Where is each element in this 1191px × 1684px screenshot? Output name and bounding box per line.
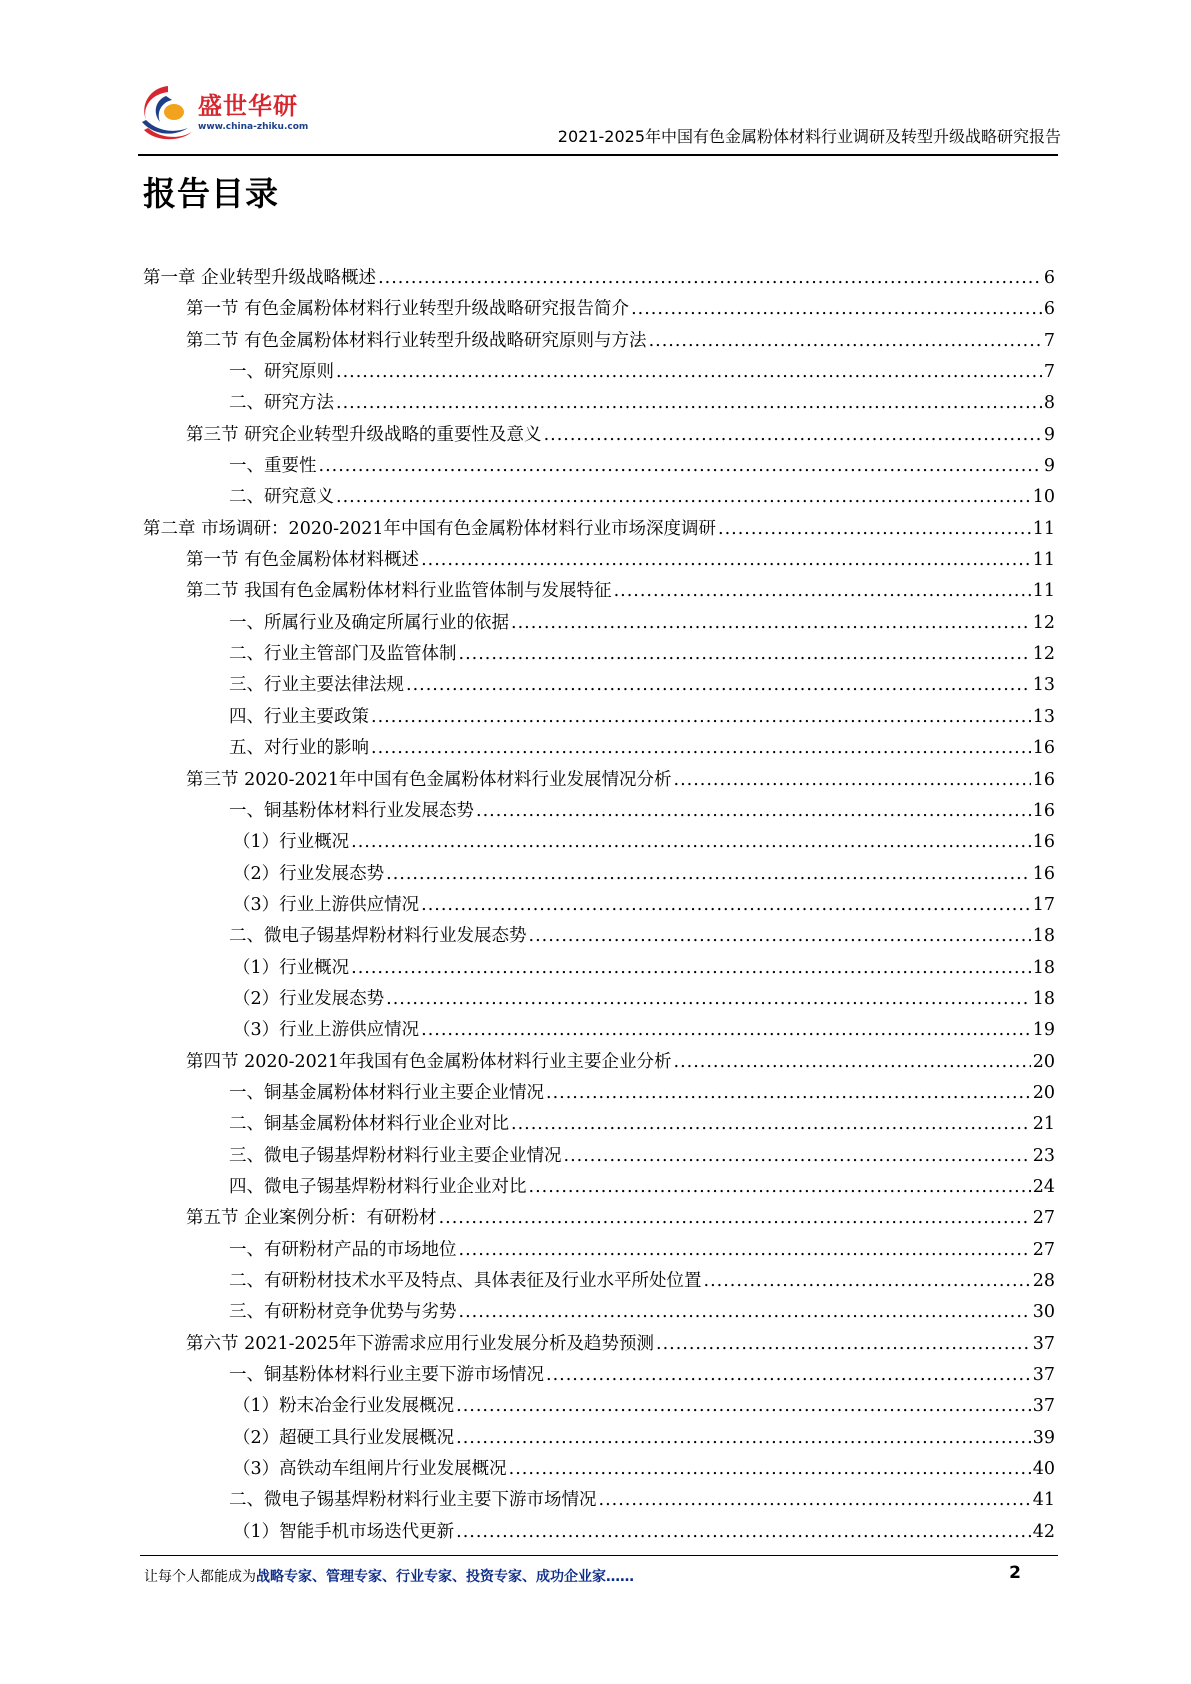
toc-entry-page: 11 [1032,518,1055,539]
toc-leader-dots [674,765,1031,796]
toc-entry-page: 8 [1043,393,1055,414]
toc-entry-label: （1）行业概况 [233,957,350,978]
toc-entry[interactable] [143,482,1055,513]
toc-entry-page: 7 [1043,330,1055,351]
toc-entry-label: （2）行业发展态势 [233,988,385,1009]
toc-leader-dots [459,639,1031,670]
toc-entry-page: 11 [1032,581,1055,602]
toc-entry[interactable] [143,1172,1055,1203]
toc-entry-page: 16 [1032,738,1055,759]
toc-entry-page: 17 [1032,894,1055,915]
toc-entry[interactable] [143,639,1055,670]
toc-entry-page: 41 [1032,1490,1055,1511]
toc-leader-dots [546,1360,1031,1391]
toc-entry-page: 18 [1032,957,1055,978]
toc-entry-label: 三、行业主要法律法规 [229,675,404,696]
toc-entry-label: 二、研究意义 [229,487,334,508]
toc-entry-label: 四、行业主要政策 [229,706,369,727]
toc-entry-label: （3）行业上游供应情况 [233,894,420,915]
toc-entry[interactable] [143,1297,1055,1328]
logo-text: 盛世华研 [198,92,298,120]
toc-entry-label: 一、重要性 [229,456,317,477]
toc-leader-dots [386,984,1031,1015]
toc-entry-page: 28 [1032,1271,1055,1291]
toc-entry-label: 二、行业主管部门及监管体制 [229,644,457,665]
toc-entry-page: 37 [1032,1365,1055,1386]
toc-entry-page: 9 [1043,456,1055,477]
toc-leader-dots [336,388,1042,419]
toc-entry-page: 27 [1032,1208,1055,1229]
toc-entry[interactable] [143,1329,1055,1360]
toc-entry[interactable] [143,733,1055,764]
toc-entry[interactable] [143,1360,1055,1391]
toc-entry-label: 一、有研粉材产品的市场地位 [229,1239,457,1260]
toc-leader-dots [476,796,1031,827]
toc-leader-dots [439,1203,1031,1234]
toc-entry-page: 10 [1032,487,1055,508]
toc-entry-page: 16 [1032,832,1055,853]
toc-entry[interactable] [143,357,1055,388]
toc-leader-dots [649,326,1042,357]
toc-leader-dots [599,1485,1031,1516]
toc-entry-label: 一、铜基粉体材料行业发展态势 [229,800,474,821]
toc-entry-label: 第一节 有色金属粉体材料概述 [186,550,420,571]
toc-leader-dots [421,545,1031,576]
toc-entry[interactable] [143,1391,1055,1422]
toc-entry-label: 五、对行业的影响 [229,738,369,759]
toc-entry-page: 16 [1032,863,1055,884]
toc-entry-label: 一、铜基金属粉体材料行业主要企业情况 [229,1082,544,1103]
header-divider [138,154,1058,156]
toc-leader-dots [456,1391,1031,1422]
toc-entry[interactable] [143,953,1055,984]
toc-entry[interactable] [143,921,1055,952]
footer-slogan-highlight: 战略专家、管理专家、行业专家、投资专家、成功企业家…… [256,1569,634,1585]
logo-emblem-icon [138,82,196,140]
toc-leader-dots [371,702,1031,733]
toc-entry[interactable] [143,1235,1055,1266]
toc-entry-label: 第三节 研究企业转型升级战略的重要性及意义 [186,424,542,445]
toc-leader-dots [456,1423,1031,1454]
toc-entry[interactable] [143,545,1055,576]
toc-leader-dots [704,1266,1031,1297]
toc-entry[interactable] [143,827,1055,858]
toc-entry-label: 第五节 企业案例分析：有研粉材 [186,1208,437,1229]
toc-leader-dots [544,420,1042,451]
toc-entry[interactable] [143,514,1055,545]
toc-entry[interactable] [143,1203,1055,1234]
toc-leader-dots [336,357,1042,388]
toc-entry[interactable] [143,1015,1055,1046]
toc-entry-page: 27 [1032,1239,1055,1260]
toc-entry-page: 39 [1032,1427,1055,1448]
toc-entry[interactable] [143,1266,1055,1297]
toc-entry-label: 第二章 市场调研：2020-2021年中国有色金属粉体材料行业市场深度调研 [143,518,717,539]
toc-leader-dots [351,827,1031,858]
toc-entry-label: 一、研究原则 [229,362,334,383]
toc-entry-label: （1）粉末冶金行业发展概况 [233,1396,455,1417]
toc-entry-label: 四、微电子锡基焊粉材料行业企业对比 [229,1176,527,1197]
toc-entry-page: 7 [1043,362,1055,383]
toc-entry[interactable] [143,451,1055,482]
toc-entry-label: （2）超硬工具行业发展概况 [233,1427,455,1448]
toc-entry-page: 6 [1043,268,1055,288]
toc-entry-label: 三、微电子锡基焊粉材料行业主要企业情况 [229,1145,562,1166]
toc-entry-page: 16 [1032,800,1055,821]
footer-divider [140,1555,1058,1556]
toc-leader-dots [509,1454,1031,1485]
toc-leader-dots [529,1172,1031,1203]
report-title: 2021-2025年中国有色金属粉体材料行业调研及转型升级战略研究报告 [557,127,1061,146]
toc-leader-dots [529,921,1031,952]
toc-entry[interactable] [143,1078,1055,1109]
toc-leader-dots [351,953,1031,984]
toc-entry-page: 42 [1032,1521,1055,1542]
toc-leader-dots [656,1329,1031,1360]
toc-entry-page: 40 [1032,1459,1055,1480]
toc-entry-label: （3）高铁动车组闸片行业发展概况 [233,1459,507,1480]
toc-entry-page: 21 [1032,1114,1055,1135]
toc-entry[interactable] [143,1141,1055,1172]
toc-entry[interactable] [143,796,1055,827]
toc-entry-label: （3）行业上游供应情况 [233,1020,420,1041]
toc-entry-label: 二、有研粉材技术水平及特点、具体表征及行业水平所处位置 [229,1271,702,1291]
toc-leader-dots [456,1517,1031,1548]
toc-entry[interactable] [143,702,1055,733]
toc-entry-label: 第四节 2020-2021年我国有色金属粉体材料行业主要企业分析 [186,1051,672,1072]
toc-entry-page: 30 [1032,1302,1055,1323]
toc-entry[interactable] [143,890,1055,921]
toc-leader-dots [459,1297,1031,1328]
toc-entry-label: 第一节 有色金属粉体材料行业转型升级战略研究报告简介 [186,299,630,320]
toc-entry-page: 19 [1032,1020,1055,1041]
logo-url: www.china-zhiku.com [198,122,309,132]
toc-entry-page: 16 [1032,769,1055,790]
toc-entry-label: 二、研究方法 [229,393,334,414]
page-title: 报告目录 [143,174,279,213]
toc-entry[interactable] [143,1109,1055,1140]
toc-leader-dots [336,482,1031,513]
toc-entry[interactable] [143,1047,1055,1078]
toc-entry-page: 20 [1032,1051,1055,1072]
toc-leader-dots [371,733,1031,764]
toc-entry-label: 第六节 2021-2025年下游需求应用行业发展分析及趋势预测 [186,1333,655,1354]
toc-entry-page: 23 [1032,1145,1055,1166]
toc-leader-dots [546,1078,1031,1109]
footer-slogan [144,1566,634,1586]
toc-leader-dots [459,1235,1031,1266]
toc-entry[interactable] [143,1454,1055,1485]
toc-entry[interactable] [143,326,1055,357]
toc-leader-dots [674,1047,1031,1078]
toc-entry[interactable] [143,263,1055,294]
toc-entry-label: 第二节 我国有色金属粉体材料行业监管体制与发展特征 [186,581,612,602]
toc-entry-page: 11 [1032,550,1055,571]
toc-leader-dots [631,294,1042,325]
toc-leader-dots [406,670,1031,701]
toc-entry-page: 18 [1032,988,1055,1009]
toc-leader-dots [564,1141,1031,1172]
toc-entry-label: 一、铜基粉体材料行业主要下游市场情况 [229,1365,544,1386]
toc-leader-dots [386,859,1031,890]
toc-entry-page: 18 [1032,926,1055,947]
toc-entry[interactable] [143,608,1055,639]
toc-entry-label: 第三节 2020-2021年中国有色金属粉体材料行业发展情况分析 [186,769,672,790]
toc-entry-page: 12 [1032,612,1055,633]
toc-entry-label: 第二节 有色金属粉体材料行业转型升级战略研究原则与方法 [186,330,647,351]
toc-entry-label: （1）行业概况 [233,832,350,853]
toc-entry[interactable] [143,1423,1055,1454]
toc-entry-page: 12 [1032,644,1055,665]
toc-entry[interactable] [143,1517,1055,1548]
toc-entry-page: 13 [1032,706,1055,727]
toc-entry-page: 20 [1032,1082,1055,1103]
toc-entry[interactable] [143,388,1055,419]
toc-leader-dots [319,451,1042,482]
toc-entry[interactable] [143,294,1055,325]
toc-leader-dots [378,263,1042,294]
toc-entry-label: 二、铜基金属粉体材料行业企业对比 [229,1114,509,1135]
toc-entry[interactable] [143,420,1055,451]
footer-slogan-prefix: 让每个人都能成为 [144,1569,256,1585]
toc-entry-label: 二、微电子锡基焊粉材料行业主要下游市场情况 [229,1490,597,1511]
toc-leader-dots [511,608,1031,639]
toc-entry-page: 24 [1032,1176,1055,1197]
toc-leader-dots [718,514,1031,545]
toc-entry[interactable] [143,765,1055,796]
toc-entry-page: 6 [1043,299,1055,320]
page-number: 2 [1009,1563,1021,1583]
toc-entry-page: 37 [1032,1333,1055,1354]
toc-entry-label: 一、所属行业及确定所属行业的依据 [229,612,509,633]
toc-entry-label: （1）智能手机市场迭代更新 [233,1521,455,1542]
company-logo [138,82,318,152]
toc-entry-label: 三、有研粉材竞争优势与劣势 [229,1302,457,1323]
toc-leader-dots [614,576,1031,607]
toc-entry[interactable] [143,670,1055,701]
toc-entry[interactable] [143,1485,1055,1516]
table-of-contents [143,263,1055,1548]
toc-leader-dots [511,1109,1031,1140]
toc-entry-label: 第一章 企业转型升级战略概述 [143,268,377,288]
toc-entry-page: 37 [1032,1396,1055,1417]
toc-entry-page: 9 [1043,424,1055,445]
toc-leader-dots [421,1015,1031,1046]
toc-entry-page: 13 [1032,675,1055,696]
toc-entry[interactable] [143,859,1055,890]
toc-entry-label: （2）行业发展态势 [233,863,385,884]
toc-entry-label: 二、微电子锡基焊粉材料行业发展态势 [229,926,527,947]
toc-leader-dots [421,890,1031,921]
toc-entry[interactable] [143,576,1055,607]
toc-entry[interactable] [143,984,1055,1015]
